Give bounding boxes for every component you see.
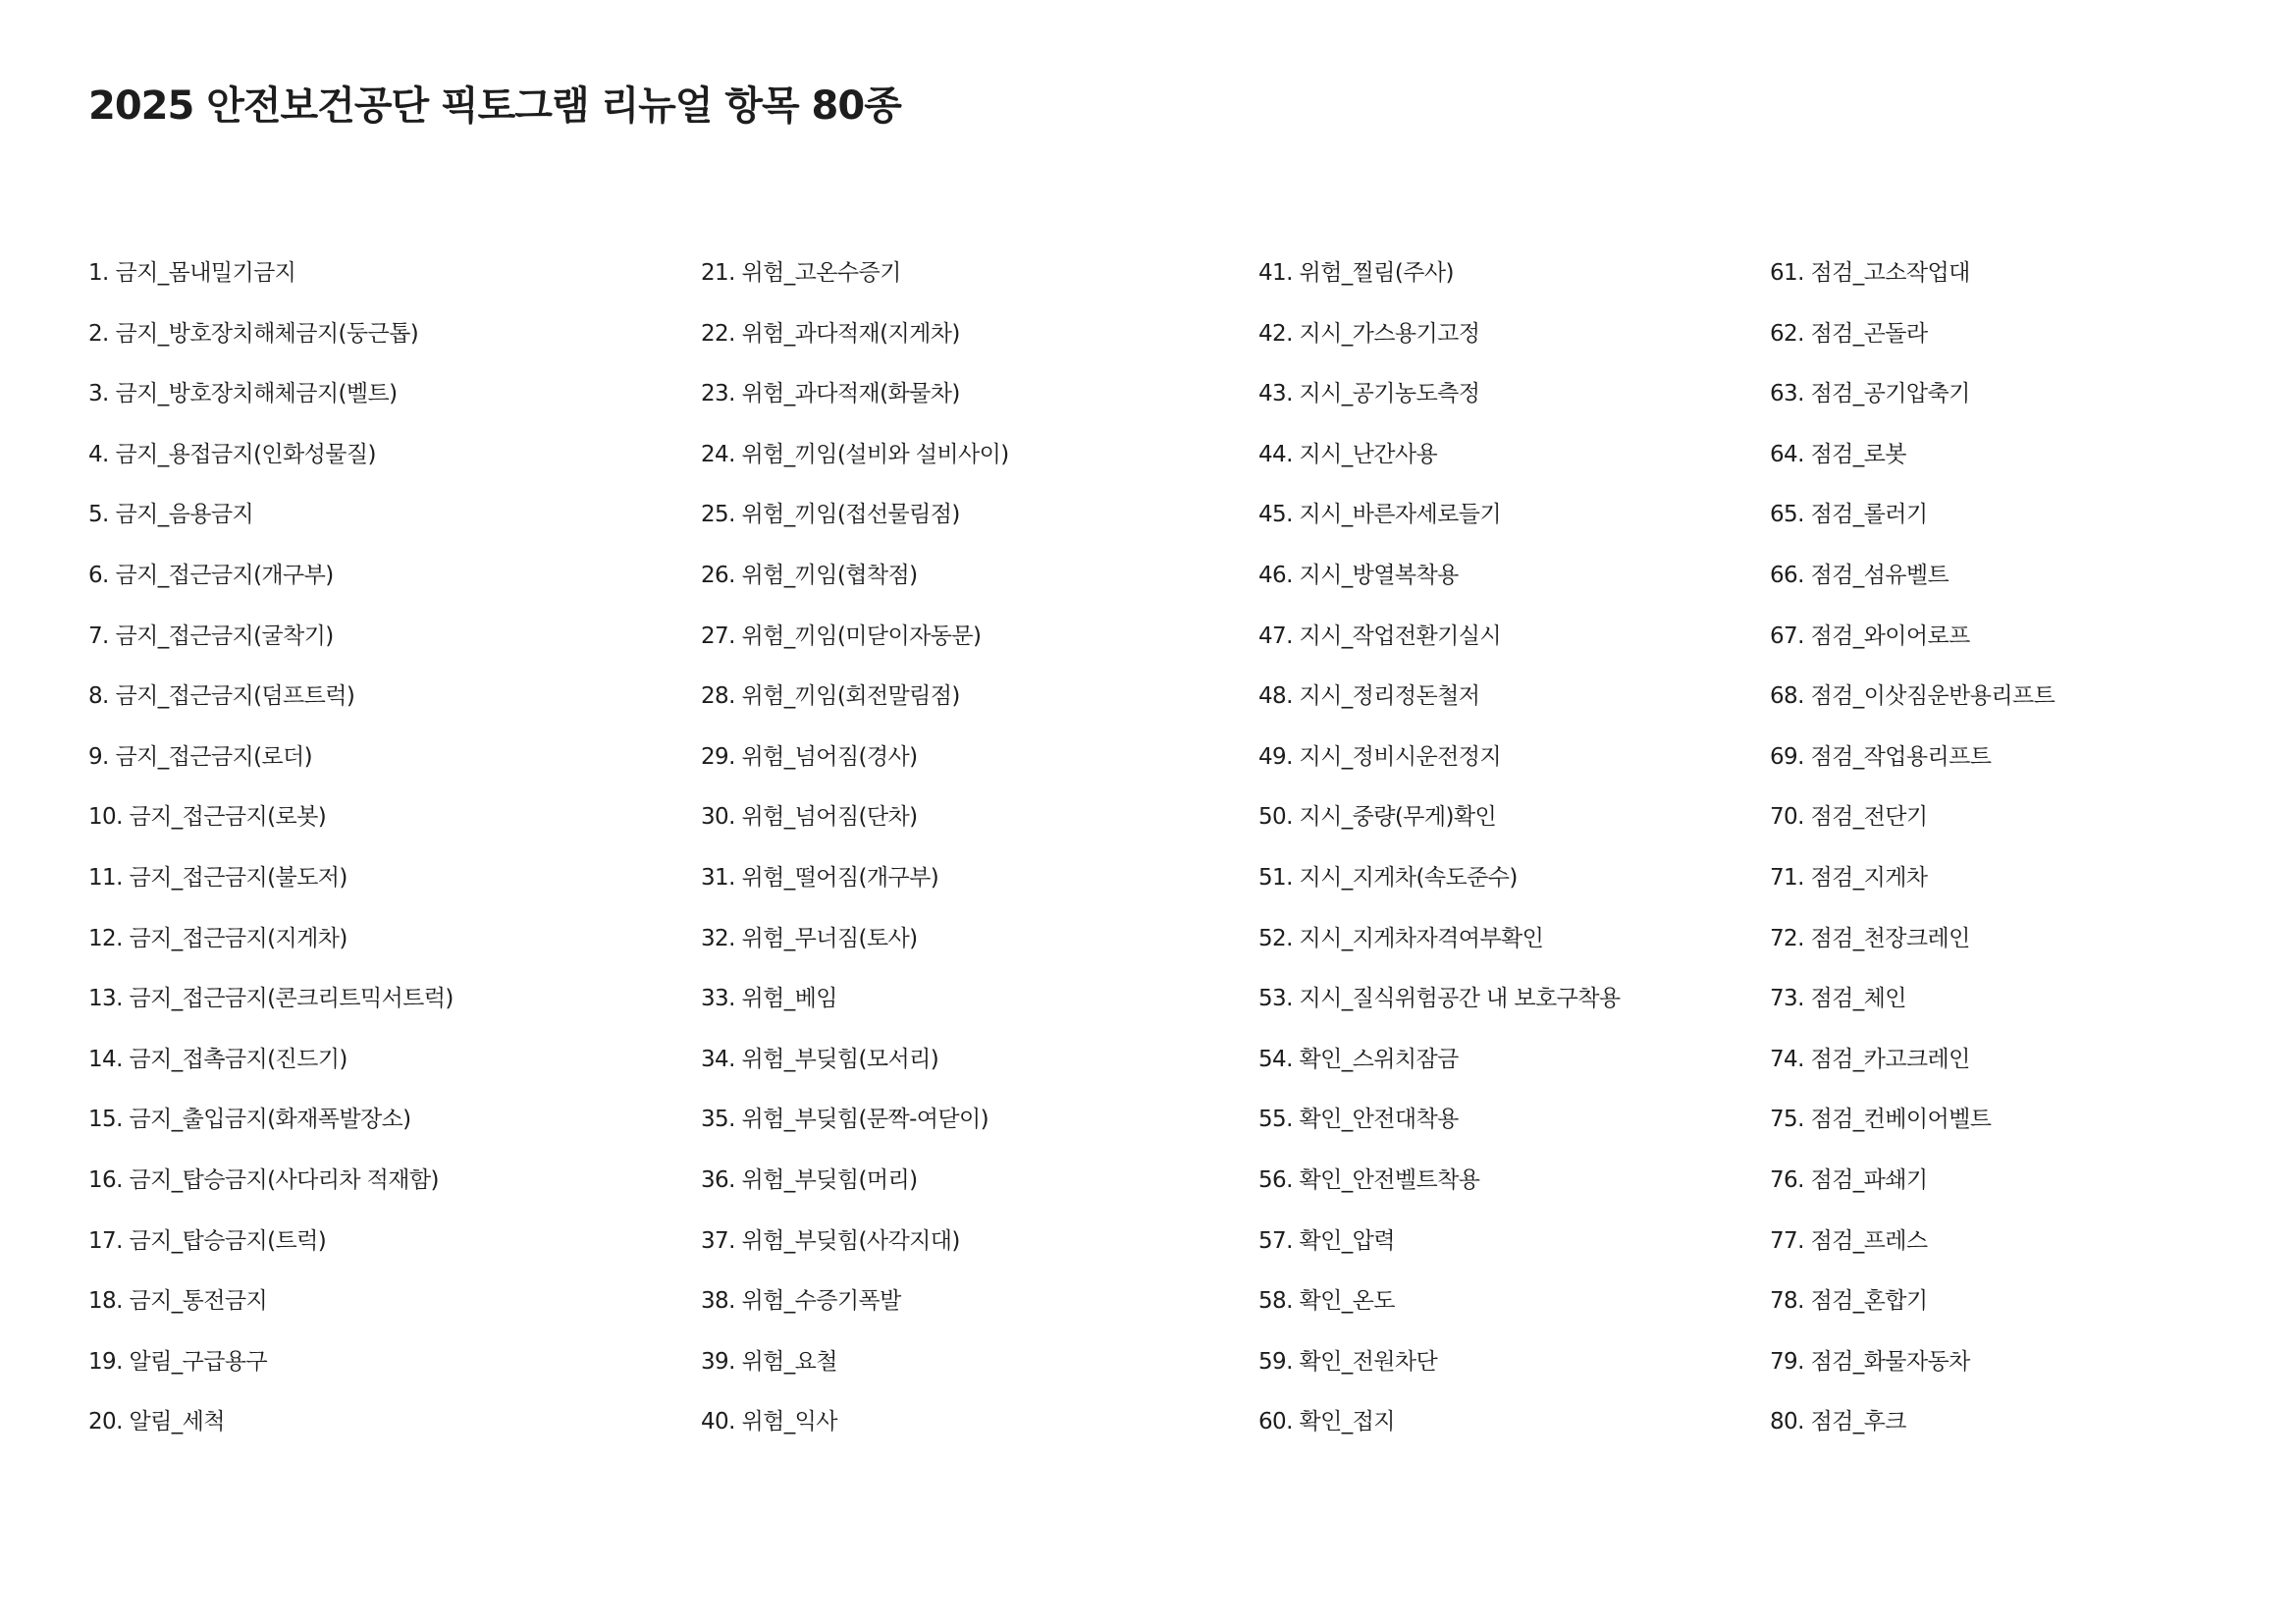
- list-item: 8. 금지_접근금지(덤프트럭): [88, 683, 355, 710]
- list-item: 35. 위험_부딪힘(문짝-여닫이): [701, 1107, 989, 1133]
- list-item: 76. 점검_파쇄기: [1770, 1166, 1928, 1193]
- list-item: 12. 금지_접근금지(지게차): [88, 925, 347, 951]
- list-item: 48. 지시_정리정돈철저: [1258, 683, 1480, 710]
- list-item: 50. 지시_중량(무게)확인: [1258, 804, 1497, 831]
- list-item: 52. 지시_지게차자격여부확인: [1258, 925, 1544, 951]
- list-column-3: [1258, 257, 1620, 1467]
- list-item: 5. 금지_음용금지: [88, 502, 254, 528]
- list-item: 41. 위험_찔림(주사): [1258, 260, 1454, 286]
- list-item: 75. 점검_컨베이어벨트: [1770, 1107, 1992, 1133]
- list-item: 28. 위험_끼임(회전말림점): [701, 683, 960, 710]
- list-item: 23. 위험_과다적재(화물차): [701, 381, 960, 407]
- list-item: 37. 위험_부딪힘(사각지대): [701, 1227, 960, 1254]
- list-item: 57. 확인_압력: [1258, 1227, 1395, 1254]
- list-item: 42. 지시_가스용기고정: [1258, 320, 1480, 347]
- list-item: 6. 금지_접근금지(개구부): [88, 562, 334, 588]
- list-item: 49. 지시_정비시운전정지: [1258, 743, 1501, 770]
- list-column-1: [88, 257, 454, 1467]
- list-item: 60. 확인_접지: [1258, 1409, 1395, 1435]
- list-item: 38. 위험_수증기폭발: [701, 1288, 901, 1315]
- list-item: 46. 지시_방열복착용: [1258, 562, 1459, 588]
- list-item: 62. 점검_곤돌라: [1770, 320, 1928, 347]
- list-item: 4. 금지_용접금지(인화성물질): [88, 441, 376, 467]
- list-item: 56. 확인_안전벨트착용: [1258, 1166, 1480, 1193]
- list-item: 79. 점검_화물자동차: [1770, 1348, 1970, 1375]
- list-item: 21. 위험_고온수증기: [701, 260, 901, 286]
- list-item: 45. 지시_바른자세로들기: [1258, 502, 1501, 528]
- list-item: 53. 지시_질식위험공간 내 보호구착용: [1258, 986, 1621, 1012]
- list-item: 47. 지시_작업전환기실시: [1258, 623, 1501, 649]
- list-item: 72. 점검_천장크레인: [1770, 925, 1970, 951]
- list-item: 67. 점검_와이어로프: [1770, 623, 1970, 649]
- list-item: 39. 위험_요철: [701, 1348, 837, 1375]
- list-item: 80. 점검_후크: [1770, 1409, 1906, 1435]
- list-item: 65. 점검_롤러기: [1770, 502, 1928, 528]
- list-item: 63. 점검_공기압축기: [1770, 381, 1970, 407]
- list-item: 3. 금지_방호장치해체금지(벨트): [88, 381, 398, 407]
- list-item: 33. 위험_베임: [701, 986, 837, 1012]
- list-item: 19. 알림_구급용구: [88, 1348, 268, 1375]
- list-item: 70. 점검_전단기: [1770, 804, 1928, 831]
- list-item: 30. 위험_넘어짐(단차): [701, 804, 918, 831]
- list-item: 68. 점검_이삿짐운반용리프트: [1770, 683, 2056, 710]
- list-item: 24. 위험_끼임(설비와 설비사이): [701, 441, 1009, 467]
- list-item: 61. 점검_고소작업대: [1770, 260, 1970, 286]
- list-item: 32. 위험_무너짐(토사): [701, 925, 918, 951]
- list-item: 51. 지시_지게차(속도준수): [1258, 864, 1518, 891]
- list-item: 78. 점검_혼합기: [1770, 1288, 1928, 1315]
- list-column-4: [1770, 257, 2055, 1467]
- list-item: 73. 점검_체인: [1770, 986, 1906, 1012]
- list-item: 36. 위험_부딪힘(머리): [701, 1166, 918, 1193]
- list-item: 34. 위험_부딪힘(모서리): [701, 1046, 939, 1072]
- list-item: 54. 확인_스위치잠금: [1258, 1046, 1459, 1072]
- list-item: 59. 확인_전원차단: [1258, 1348, 1438, 1375]
- list-item: 55. 확인_안전대착용: [1258, 1107, 1459, 1133]
- list-item: 29. 위험_넘어짐(경사): [701, 743, 918, 770]
- list-item: 27. 위험_끼임(미닫이자동문): [701, 623, 982, 649]
- list-item: 77. 점검_프레스: [1770, 1227, 1928, 1254]
- list-item: 22. 위험_과다적재(지게차): [701, 320, 960, 347]
- list-item: 10. 금지_접근금지(로봇): [88, 804, 327, 831]
- list-item: 9. 금지_접근금지(로더): [88, 743, 313, 770]
- page-title: 2025 안전보건공단 픽토그램 리뉴얼 항목 80종: [88, 83, 901, 129]
- list-item: 1. 금지_몸내밀기금지: [88, 260, 296, 286]
- list-item: 2. 금지_방호장치해체금지(둥근톱): [88, 320, 419, 347]
- list-item: 14. 금지_접촉금지(진드기): [88, 1046, 347, 1072]
- list-item: 7. 금지_접근금지(굴착기): [88, 623, 334, 649]
- list-item: 69. 점검_작업용리프트: [1770, 743, 1992, 770]
- list-item: 25. 위험_끼임(접선물림점): [701, 502, 960, 528]
- list-item: 26. 위험_끼임(협착점): [701, 562, 918, 588]
- list-item: 44. 지시_난간사용: [1258, 441, 1438, 467]
- list-item: 64. 점검_로봇: [1770, 441, 1906, 467]
- list-item: 66. 점검_섬유벨트: [1770, 562, 1949, 588]
- list-item: 15. 금지_출입금지(화재폭발장소): [88, 1107, 411, 1133]
- list-item: 18. 금지_통전금지: [88, 1288, 268, 1315]
- list-item: 31. 위험_떨어짐(개구부): [701, 864, 939, 891]
- list-item: 11. 금지_접근금지(불도저): [88, 864, 347, 891]
- list-item: 20. 알림_세척: [88, 1409, 225, 1435]
- list-item: 16. 금지_탑승금지(사다리차 적재함): [88, 1166, 439, 1193]
- list-item: 13. 금지_접근금지(콘크리트믹서트럭): [88, 986, 454, 1012]
- list-item: 40. 위험_익사: [701, 1409, 837, 1435]
- list-item: 74. 점검_카고크레인: [1770, 1046, 1970, 1072]
- list-item: 43. 지시_공기농도측정: [1258, 381, 1480, 407]
- list-item: 17. 금지_탑승금지(트럭): [88, 1227, 327, 1254]
- list-item: 71. 점검_지게차: [1770, 864, 1928, 891]
- list-column-2: [701, 257, 1009, 1467]
- list-item: 58. 확인_온도: [1258, 1288, 1395, 1315]
